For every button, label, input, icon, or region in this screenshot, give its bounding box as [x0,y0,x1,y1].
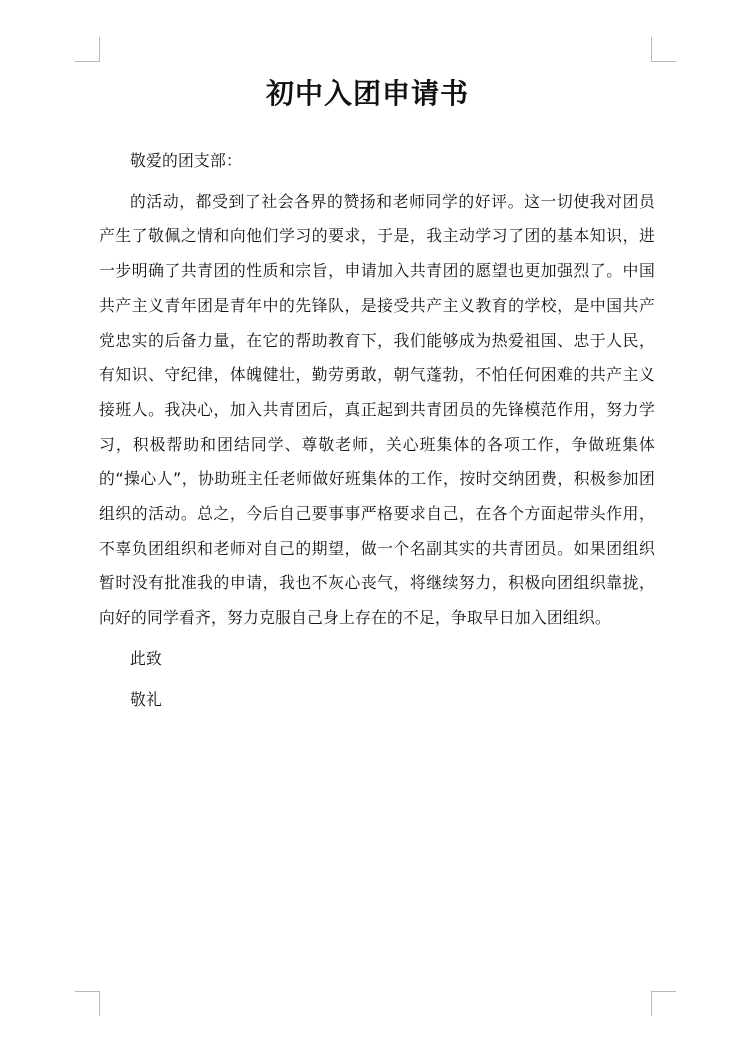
crop-mark-top-right [651,37,676,62]
document-title: 初中入团申请书 [265,77,469,110]
closing-line-2: 敬礼 [130,689,162,709]
closing-line-1: 此致 [130,648,162,668]
salutation: 敬爱的团支部： [130,151,242,170]
crop-mark-top-left [75,37,100,62]
document-body [99,144,655,717]
crop-mark-bottom-left [75,991,100,1016]
body-paragraph: 的活动，都受到了社会各界的赞扬和老师同学的好评。这一切使我对团员产生了敬佩之情和向他们学习的要求，于是，我主动学习了团的基本知识，进一步明确了共青团的性质和宗旨，申请加入共青团的愿望也更加强烈了。中国共产主义青年团是青年中的先锋队，是接受共产主义教育的学校，是中国共产党忠实的后备力量，在它的帮助教育下，我们能够成为热爱祖国、忠于人民，有知识、守纪律，体魄健壮，勤劳勇敢，朝气蓬勃，不怕任何困难的共产主义接班人。我决心，加入共青团后，真正起到共青团员的先锋模范作用，努力学习，积极帮助和团结同学、尊敬老师，关心班集体的各项工作，争做班集体的“操心人”，协助班主任老师做好班集体的工作，按时交纳团费，积极参加团组织的活动。总之，今后自己要事事严格要求自己，在各个方面起带头作用，不辜负团组织和老师对自己的期望，做一个名副其实的共青团员。如果团组织暂时没有批准我的申请，我也不灰心丧气，将继续努力，积极向团组织靠拢，向好的同学看齐，努力克服自己身上存在的不足，争取早日加入团组织。 [99,191,655,628]
crop-mark-bottom-right [651,991,676,1016]
